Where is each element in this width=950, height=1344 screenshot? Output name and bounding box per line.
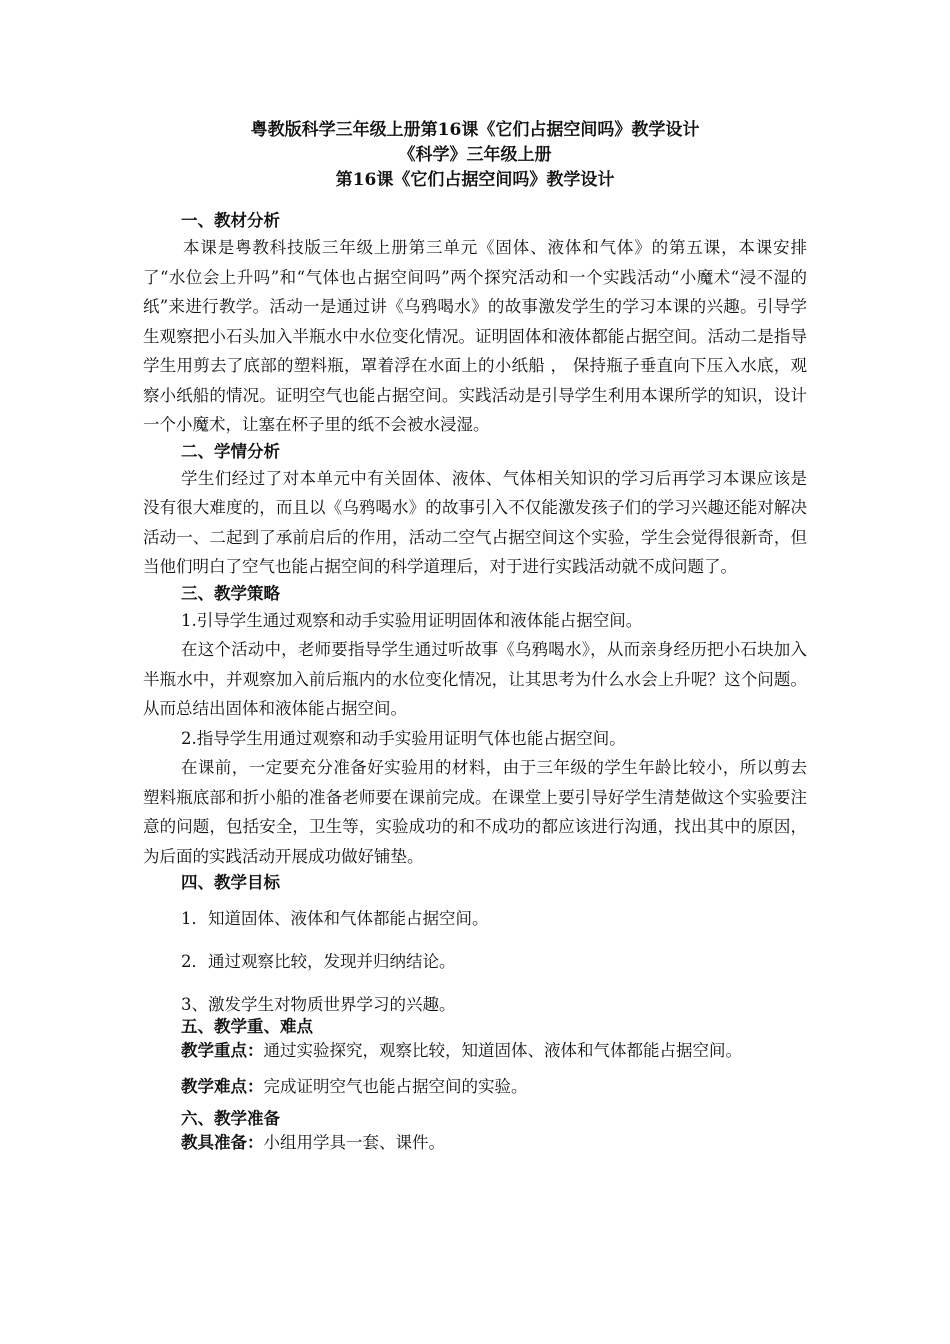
section-teaching-goals	[143, 871, 807, 1017]
section-heading: 一、教材分析	[181, 211, 280, 230]
section-textbook-analysis	[143, 209, 807, 440]
key-point-text: 通过实验探究，观察比较，知道固体、液体和气体都能占据空间。	[263, 1041, 742, 1060]
paragraph: 本课是粤教科技版三年级上册第三单元《固体、液体和气体》的第五课，本课安排了“水位会上升吗”和“气体也占据空间吗”两个探究活动和一个实践活动“小魔术“浸不湿的纸”来进行教学。活动一是通过讲《乌鸦喝水》的故事激发学生的学习本课的兴趣。引导学生观察把小石头加入半瓶水中水位变化情况。证明固体和液体都能占据空间。活动二是指导学生用剪去了底部的塑料瓶，罩着浮在水面上的小纸船 ， 保持瓶子垂直向下压入水底，观察小纸船的情况。证明空气也能占据空间。实践活动是引导学生利用本课所学的知识，设计一个小魔术，让塞在杯子里的纸不会被水浸湿。	[143, 238, 807, 434]
section-heading: 四、教学目标	[181, 873, 280, 892]
paragraph: 学生们经过了对本单元中有关固体、液体、气体相关知识的学习后再学习本课应该是没有很大难度的，而且以《乌鸦喝水》的故事引入不仅能激发孩子们的学习兴趣还能对解决活动一、二起到了承前启后的作用，活动二空气占据空间这个实验，学生会觉得很新奇，但当他们明白了空气也能占据空间的科学道理后，对于进行实践活动就不成问题了。	[143, 468, 807, 576]
doc-subtitle: 《科学》三年级上册	[398, 145, 552, 165]
goal-item: 2．通过观察比较，发现并归纳结论。	[181, 952, 456, 971]
doc-title: 粤教版科学三年级上册第16课《它们占据空间吗》教学设计	[250, 120, 700, 140]
key-point-label: 教学重点：	[181, 1041, 264, 1060]
section-heading: 六、教学准备	[181, 1109, 280, 1128]
section-teaching-strategy	[143, 582, 807, 872]
section-preparation	[143, 1109, 807, 1157]
lesson-title: 第16课《它们占据空间吗》教学设计	[335, 170, 615, 190]
document-body	[143, 118, 807, 1157]
strategy-item: 1.引导学生通过观察和动手实验用证明固体和液体能占据空间。	[181, 610, 643, 630]
preparation-label: 教具准备：	[181, 1133, 264, 1152]
title-block	[143, 118, 807, 193]
goal-item: 1．知道固体、液体和气体都能占据空间。	[181, 909, 489, 928]
section-student-analysis	[143, 440, 807, 582]
paragraph: 在这个活动中，老师要指导学生通过听故事《乌鸦喝水》，从而亲身经历把小石块加入半瓶水中，并观察加入前后瓶内的水位变化情况，让其思考为什么水会上升呢？这个问题。从而总结出固体和液体能占据空间。	[143, 640, 807, 718]
paragraph: 在课前，一定要充分准备好实验用的材料，由于三年级的学生年龄比较小，所以剪去塑料瓶底部和折小船的准备老师要在课前完成。在课堂上要引导好学生清楚做这个实验要注意的问题，包括安全，卫生等，实验成功的和不成功的都应该进行沟通，找出其中的原因，为后面的实践活动开展成功做好铺垫。	[143, 758, 807, 866]
section-heading: 三、教学策略	[181, 583, 280, 603]
difficulty-label: 教学难点：	[181, 1077, 264, 1096]
goal-item: 3、激发学生对物质世界学习的兴趣。	[181, 995, 456, 1014]
strategy-item: 2.指导学生用通过观察和动手实验用证明气体也能占据空间。	[181, 728, 626, 748]
section-heading: 二、学情分析	[181, 441, 280, 461]
difficulty-point	[143, 1073, 807, 1101]
preparation-item	[143, 1129, 807, 1157]
section-key-points	[143, 1017, 807, 1101]
difficulty-text: 完成证明空气也能占据空间的实验。	[263, 1077, 528, 1096]
preparation-text: 小组用学具一套、课件。	[263, 1133, 445, 1152]
section-heading: 五、教学重、难点	[181, 1017, 313, 1036]
key-point	[143, 1037, 807, 1065]
